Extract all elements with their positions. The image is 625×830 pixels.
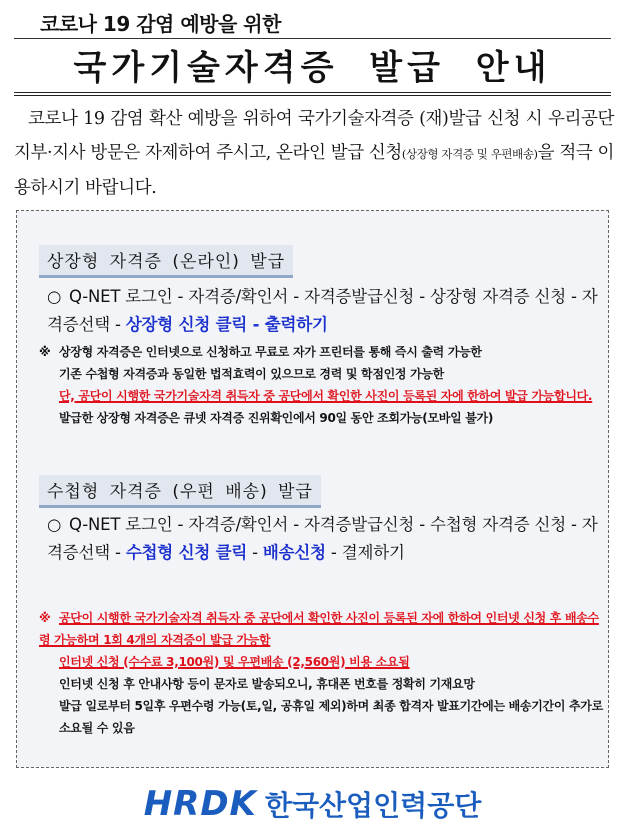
- info-box: [16, 210, 609, 768]
- header-rule-bottom: [14, 92, 611, 98]
- note-line: 발급 일로부터 5일후 우편수령 가능(토,일, 공휴일 제외)하며 최종 합격자 발표기간에는 배송기간이 추가로 소요될 수 있음: [59, 699, 603, 735]
- header-rule-top: [14, 38, 611, 39]
- note-line: 인터넷 신청 후 안내사항 등이 문자로 발송되오니, 휴대폰 번호를 정확히 기재요망: [59, 677, 475, 691]
- hrdk-logo-mark: HRDK: [143, 784, 257, 824]
- note-line: 발급한 상장형 자격증은 큐넷 자격증 진위확인에서 90일 동안 조회가능(모바일 불가): [59, 411, 494, 425]
- header-subtitle: 코로나 19 감염 예방을 위한: [40, 12, 281, 36]
- step-highlight: 상장형 신청 클릭 - 출력하기: [125, 315, 328, 334]
- intro-small: (상장형 자격증 및 우편배송): [401, 147, 538, 161]
- note-line: 기존 수첩형 자격증과 동일한 법적효력이 있으므로 경력 및 학점인정 가능한: [59, 367, 444, 381]
- circle-bullet-icon: ○: [47, 287, 62, 306]
- step-highlight: 배송신청: [262, 543, 326, 562]
- note-line-red: 인터넷 신청 (수수료 3,100원) 및 우편배송 (2,560원) 비용 소요됨: [59, 655, 410, 669]
- section-heading-booklet-postal: 수첩형 자격증 (우편 배송) 발급: [39, 475, 321, 508]
- step-highlight: 수첩형 신청 클릭: [125, 543, 248, 562]
- step-text: - 결제하기: [325, 543, 405, 562]
- page-title: 국가기술자격증 발급 안내: [73, 48, 552, 88]
- note-line: 상장형 자격증은 인터넷으로 신청하고 무료로 자가 프린터를 통해 즉시 출력 가능한: [59, 345, 482, 359]
- asterisk-icon: ※: [39, 345, 51, 359]
- intro-end: 을 적극 이용하시기 바랍니다.: [14, 143, 615, 198]
- step-separator: -: [247, 543, 263, 562]
- step-text: Q-NET 로그인 - 자격증/확인서 - 자격증발급신청 - 수첩형 자격증 신청 - 자격증선택 -: [47, 515, 598, 562]
- notes-booklet-postal: [39, 607, 604, 739]
- asterisk-icon: ※: [39, 611, 51, 625]
- steps-booklet-postal: [47, 511, 607, 567]
- intro-paragraph: [14, 102, 614, 205]
- notes-certificate-online: [39, 341, 604, 429]
- organization-name: 한국산업인력공단: [264, 789, 482, 822]
- steps-certificate-online: [47, 283, 607, 339]
- note-line-red: 단, 공단이 시행한 국가기술자격 취득자 중 공단에서 확인한 사진이 등록된 자에 한하여 발급 가능합니다.: [59, 389, 593, 403]
- circle-bullet-icon: ○: [47, 515, 62, 534]
- note-line-red: 공단이 시행한 국가기술자격 취득자 중 공단에서 확인한 사진이 등록된 자에 한하여 인터넷 신청 후 배송수령 가능하며 1회 4개의 자격증이 발급 가능함: [39, 611, 599, 647]
- footer-logo: [0, 784, 625, 824]
- step-text: Q-NET 로그인 - 자격증/확인서 - 자격증발급신청 - 상장형 자격증 신청 - 자격증선택 -: [47, 287, 598, 334]
- section-heading-certificate-online: 상장형 자격증 (온라인) 발급: [39, 245, 293, 278]
- intro-main: 코로나 19 감염 확산 예방을 위하여 국가기술자격증 (재)발급 신청 시 우리공단 지부·지사 방문은 자제하여 주시고, 온라인 발급 신청: [14, 109, 614, 163]
